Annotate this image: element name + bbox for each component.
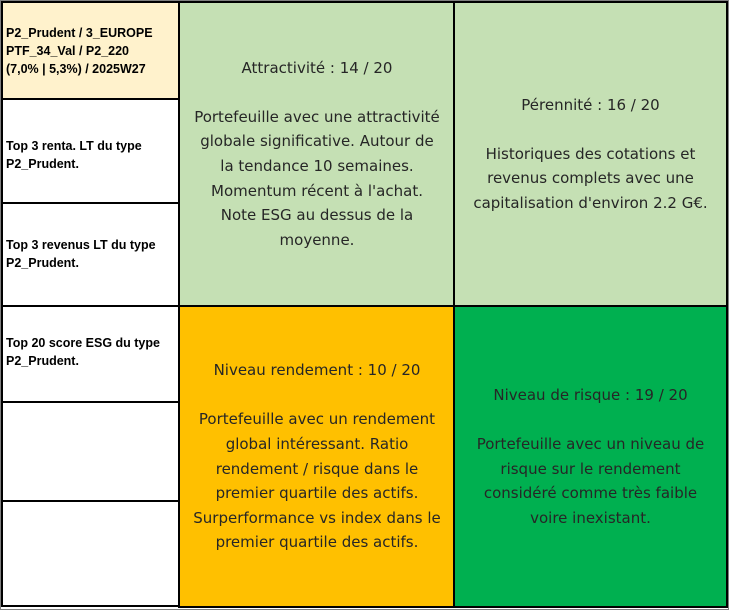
description-line: Portefeuille avec un rendement	[198, 410, 436, 429]
rendement-block	[178, 305, 456, 608]
description-line: globale significative. Autour de	[200, 132, 434, 151]
portfolio-header-line: (7,0% | 5,3%) / 2025W27	[6, 61, 146, 76]
attractivite-title: Attractivité : 14 / 20	[241, 58, 393, 77]
description-line: rendement / risque dans le	[215, 459, 419, 478]
description-line: revenus complets avec une	[487, 169, 694, 188]
top-esg-line: P2_Prudent.	[6, 354, 79, 368]
description-line: risque sur le rendement	[500, 459, 681, 478]
top-revenus-cell	[1, 202, 180, 307]
rendement-description	[193, 407, 441, 555]
top-esg-text	[6, 334, 160, 370]
risque-description	[477, 432, 705, 530]
portfolio-header-cell	[1, 1, 180, 100]
perennite-block	[453, 1, 728, 307]
description-line: Portefeuille avec un niveau de	[476, 434, 705, 453]
portfolio-header-line: PTF_34_Val / P2_220	[6, 43, 130, 58]
top-revenus-text	[6, 236, 156, 272]
description-line: moyenne.	[279, 230, 355, 249]
top-renta-text	[6, 137, 142, 173]
description-line: Historiques des cotations et	[485, 144, 696, 163]
description-line: global intéressant. Ratio	[225, 434, 409, 453]
rendement-title: Niveau rendement : 10 / 20	[213, 361, 421, 380]
description-line: Portefeuille avec une attractivité	[194, 107, 440, 126]
description-line: Momentum récent à l'achat.	[211, 181, 423, 200]
top-esg-cell	[1, 305, 180, 403]
top-revenus-line: P2_Prudent.	[6, 256, 79, 270]
description-line: capitalisation d'environ 2.2 G€.	[473, 193, 708, 212]
attractivite-description	[194, 105, 440, 253]
portfolio-header-text	[6, 24, 153, 78]
perennite-description	[473, 142, 707, 216]
perennite-title: Pérennité : 16 / 20	[521, 95, 660, 114]
risque-title: Niveau de risque : 19 / 20	[493, 385, 688, 404]
risque-block	[453, 305, 728, 608]
description-line: Surperformance vs index dans le	[193, 508, 441, 527]
top-revenus-line: Top 3 revenus LT du type	[6, 238, 156, 252]
description-line: premier quartile des actifs.	[215, 484, 419, 503]
description-line: la tendance 10 semaines.	[220, 157, 414, 175]
description-line: voire inexistant.	[530, 508, 651, 527]
description-line: Note ESG au dessus de la	[220, 206, 414, 225]
empty-cell	[1, 500, 180, 607]
top-renta-line: Top 3 renta. LT du type	[6, 139, 142, 153]
empty-cell	[1, 401, 180, 502]
top-renta-line: P2_Prudent.	[6, 157, 79, 171]
description-line: considéré comme très faible	[483, 484, 698, 503]
portfolio-header-line: P2_Prudent / 3_EUROPE	[6, 25, 153, 40]
top-renta-cell	[1, 98, 180, 204]
description-line: premier quartile des actifs.	[215, 533, 419, 552]
top-esg-line: Top 20 score ESG du type	[6, 336, 160, 350]
attractivite-block	[178, 1, 456, 307]
